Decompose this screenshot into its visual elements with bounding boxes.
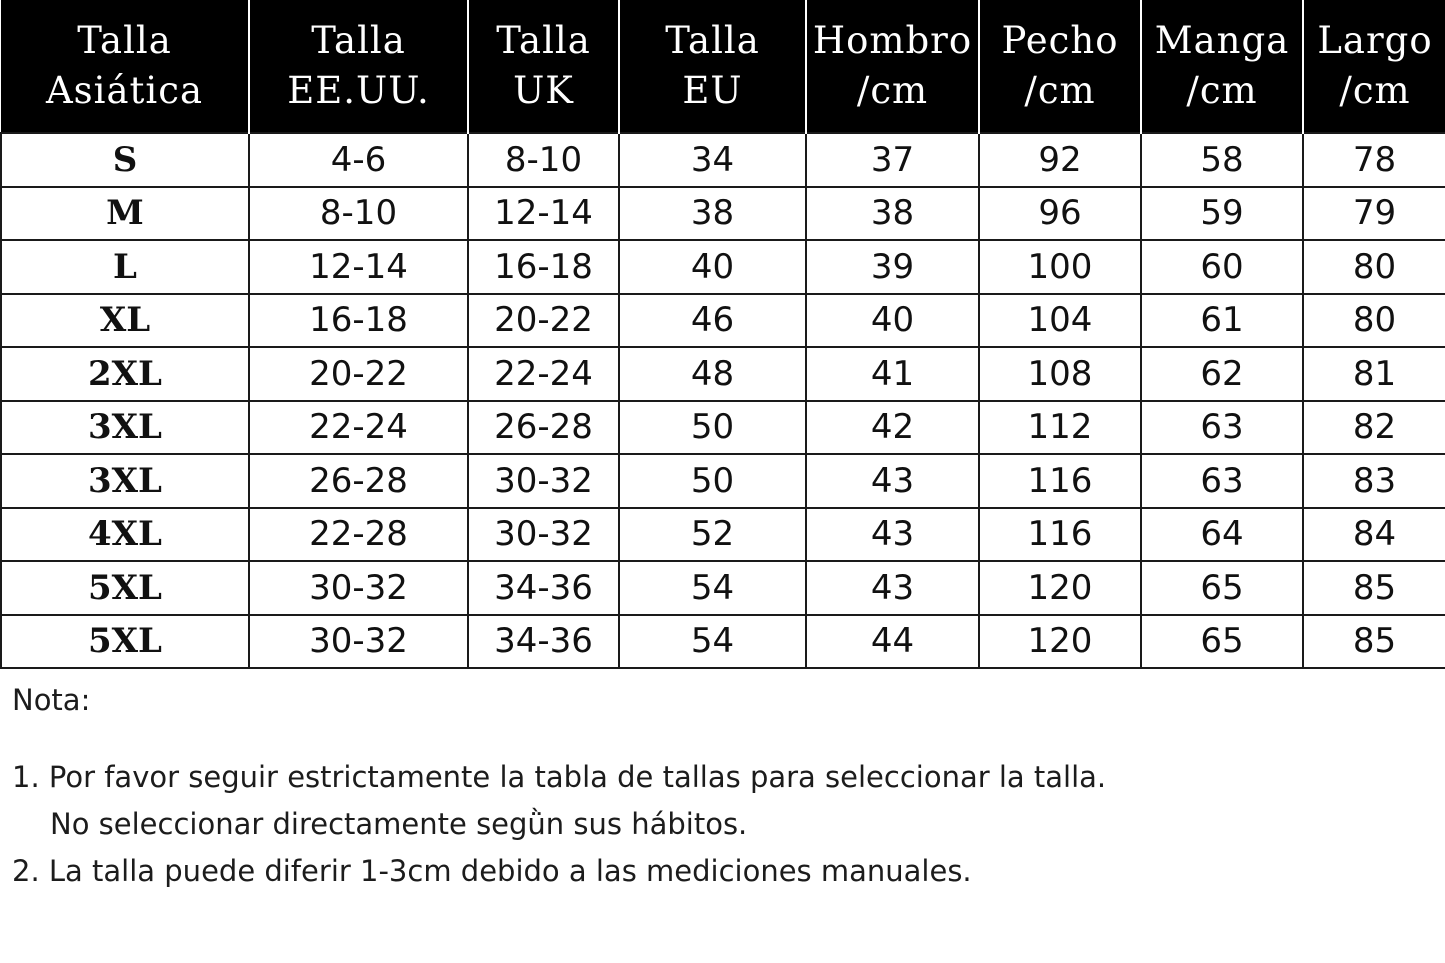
cell-hombro: 37 [806, 133, 979, 187]
header-talla-asiatica [1, 0, 249, 133]
header-line: /cm [856, 69, 929, 112]
cell-talla-uk: 30-32 [468, 508, 619, 562]
cell-manga: 63 [1141, 454, 1303, 508]
cell-talla-asiatica: 4XL [1, 508, 249, 562]
cell-largo: 85 [1303, 561, 1445, 615]
cell-largo: 84 [1303, 508, 1445, 562]
table-row [1, 187, 1445, 241]
cell-talla-uk: 34-36 [468, 615, 619, 669]
header-line: /cm [1186, 69, 1258, 112]
header-line: UK [513, 69, 574, 112]
header-line: Asiática [45, 69, 204, 112]
cell-talla-asiatica: 2XL [1, 347, 249, 401]
note-item-1-continuation: No seleccionar directamente segǜn sus hábitos. [50, 807, 748, 841]
cell-manga: 60 [1141, 240, 1303, 294]
cell-pecho: 100 [979, 240, 1141, 294]
table-row [1, 294, 1445, 348]
cell-pecho: 116 [979, 508, 1141, 562]
header-line: Pecho [1001, 19, 1119, 62]
cell-talla-asiatica: 5XL [1, 615, 249, 669]
cell-talla-eu: 54 [619, 615, 806, 669]
cell-talla-uk: 22-24 [468, 347, 619, 401]
cell-pecho: 112 [979, 401, 1141, 455]
cell-hombro: 39 [806, 240, 979, 294]
cell-pecho: 96 [979, 187, 1141, 241]
cell-manga: 62 [1141, 347, 1303, 401]
cell-manga: 64 [1141, 508, 1303, 562]
cell-talla-eeuu: 22-24 [249, 401, 468, 455]
header-line: Talla [496, 19, 591, 62]
table-body [1, 133, 1445, 668]
header-line: EE.UU. [287, 69, 430, 112]
header-line: Talla [665, 19, 760, 62]
cell-hombro: 44 [806, 615, 979, 669]
cell-hombro: 41 [806, 347, 979, 401]
table-row [1, 561, 1445, 615]
table-row [1, 133, 1445, 187]
cell-largo: 78 [1303, 133, 1445, 187]
cell-talla-uk: 12-14 [468, 187, 619, 241]
notes-section [12, 680, 1412, 895]
cell-largo: 85 [1303, 615, 1445, 669]
cell-talla-asiatica: S [1, 133, 249, 187]
header-line: EU [682, 69, 743, 112]
cell-talla-eu: 50 [619, 401, 806, 455]
cell-manga: 65 [1141, 561, 1303, 615]
cell-talla-asiatica: 5XL [1, 561, 249, 615]
cell-talla-eu: 38 [619, 187, 806, 241]
header-largo [1303, 0, 1445, 133]
cell-largo: 80 [1303, 240, 1445, 294]
header-line: Manga [1154, 19, 1290, 62]
cell-talla-uk: 20-22 [468, 294, 619, 348]
header-manga [1141, 0, 1303, 133]
cell-talla-eeuu: 4-6 [249, 133, 468, 187]
cell-talla-eeuu: 16-18 [249, 294, 468, 348]
cell-hombro: 42 [806, 401, 979, 455]
header-line: Talla [77, 19, 172, 62]
table-row [1, 401, 1445, 455]
cell-pecho: 120 [979, 561, 1141, 615]
cell-talla-eeuu: 26-28 [249, 454, 468, 508]
cell-hombro: 43 [806, 561, 979, 615]
cell-largo: 83 [1303, 454, 1445, 508]
cell-talla-uk: 34-36 [468, 561, 619, 615]
table-row [1, 347, 1445, 401]
cell-manga: 59 [1141, 187, 1303, 241]
header-row [1, 0, 1445, 133]
cell-largo: 82 [1303, 401, 1445, 455]
cell-hombro: 43 [806, 454, 979, 508]
cell-talla-eeuu: 22-28 [249, 508, 468, 562]
table-row [1, 240, 1445, 294]
cell-talla-eu: 50 [619, 454, 806, 508]
cell-largo: 81 [1303, 347, 1445, 401]
cell-talla-eu: 46 [619, 294, 806, 348]
cell-talla-uk: 26-28 [468, 401, 619, 455]
cell-pecho: 104 [979, 294, 1141, 348]
header-line: /cm [1339, 69, 1411, 112]
cell-talla-eu: 34 [619, 133, 806, 187]
cell-talla-asiatica: 3XL [1, 454, 249, 508]
cell-talla-uk: 16-18 [468, 240, 619, 294]
table-row [1, 454, 1445, 508]
header-talla-eu [619, 0, 806, 133]
cell-talla-eu: 40 [619, 240, 806, 294]
cell-pecho: 108 [979, 347, 1141, 401]
cell-largo: 79 [1303, 187, 1445, 241]
note-item-2: 2. La talla puede diferir 1-3cm debido a las mediciones manuales. [12, 854, 972, 888]
cell-hombro: 38 [806, 187, 979, 241]
cell-talla-eeuu: 20-22 [249, 347, 468, 401]
cell-talla-eeuu: 12-14 [249, 240, 468, 294]
cell-talla-asiatica: M [1, 187, 249, 241]
table-row [1, 508, 1445, 562]
header-pecho [979, 0, 1141, 133]
cell-talla-eu: 54 [619, 561, 806, 615]
note-item-1: 1. Por favor seguir estrictamente la tabla de tallas para seleccionar la talla. [12, 760, 1107, 794]
cell-pecho: 120 [979, 615, 1141, 669]
cell-talla-asiatica: 3XL [1, 401, 249, 455]
cell-talla-asiatica: XL [1, 294, 249, 348]
cell-talla-asiatica: L [1, 240, 249, 294]
cell-manga: 58 [1141, 133, 1303, 187]
cell-talla-eu: 52 [619, 508, 806, 562]
table-row [1, 615, 1445, 669]
cell-talla-eeuu: 30-32 [249, 561, 468, 615]
cell-hombro: 40 [806, 294, 979, 348]
table-header [1, 0, 1445, 133]
header-line: Largo [1317, 19, 1433, 62]
cell-largo: 80 [1303, 294, 1445, 348]
cell-manga: 61 [1141, 294, 1303, 348]
cell-manga: 65 [1141, 615, 1303, 669]
cell-hombro: 43 [806, 508, 979, 562]
cell-pecho: 116 [979, 454, 1141, 508]
cell-pecho: 92 [979, 133, 1141, 187]
header-hombro [806, 0, 979, 133]
header-line: /cm [1024, 69, 1096, 112]
header-talla-uk [468, 0, 619, 133]
header-line: Hombro [812, 19, 973, 62]
cell-manga: 63 [1141, 401, 1303, 455]
cell-talla-eu: 48 [619, 347, 806, 401]
header-line: Talla [311, 19, 406, 62]
cell-talla-uk: 8-10 [468, 133, 619, 187]
cell-talla-eeuu: 30-32 [249, 615, 468, 669]
notes-title: Nota: [12, 683, 91, 717]
cell-talla-eeuu: 8-10 [249, 187, 468, 241]
header-talla-eeuu [249, 0, 468, 133]
cell-talla-uk: 30-32 [468, 454, 619, 508]
